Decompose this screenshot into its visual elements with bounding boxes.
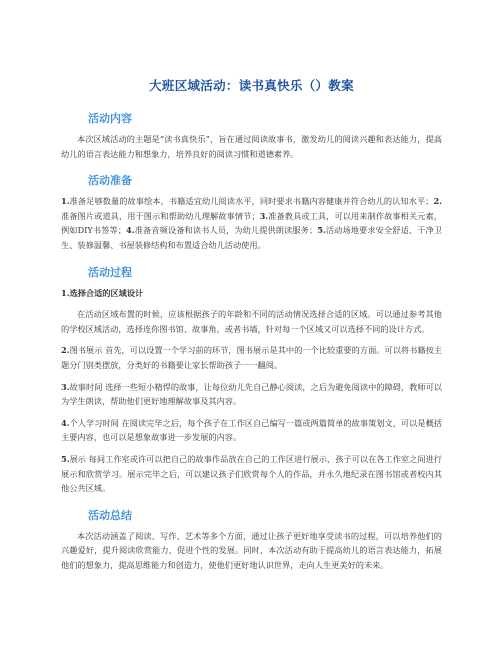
process-step-5-paragraph	[61, 452, 442, 496]
process-step-2-number: 2.	[61, 345, 70, 356]
process-step-4-paragraph	[61, 416, 442, 445]
process-step-1-title-text: 1.选择合适的区域设计	[61, 287, 144, 298]
process-step-2-paragraph	[61, 343, 442, 372]
process-step-5-number: 5.	[61, 453, 70, 464]
section-heading-content: 活动内容	[88, 112, 132, 125]
section-heading-prep: 活动准备	[88, 174, 132, 188]
prep-paragraph	[61, 194, 442, 252]
process-step-4-text: 个人学习时间 在阅读完毕之后，每个孩子在工作区自己编写一篇或两篇简单的故事策划文，可以是概括主要内容，也可以是想象故事进一步发展的内容。	[61, 417, 442, 443]
content-paragraph: 本次区域活动的主题是“读书真快乐”，旨在通过阅读故事书，激发幼儿的阅读兴趣和表达能力，提高幼儿的语言表达能力和想象力，培养良好的阅读习惯和道德素养。	[61, 134, 442, 159]
section-heading-process: 活动过程	[88, 265, 132, 279]
prep-item-4-text: 准备音频设备和读书人员，为幼儿提供朗读服务；	[134, 225, 318, 236]
page-title: 大班区域活动：读书真快乐（）教案	[149, 78, 354, 93]
process-step-3-paragraph	[61, 380, 442, 409]
process-step-1-title	[61, 286, 442, 301]
prep-item-2-text: 准备图片或道具，用于图示和帮助幼儿理解故事情节；	[61, 210, 260, 221]
prep-item-1-number: 1.	[61, 196, 70, 207]
prep-item-5-number: 5.	[317, 225, 326, 236]
process-step-1-paragraph: 在活动区域布置的时候，应该根据孩子的年龄和不同的活动情况选择合适的区域。可以通过参考其他的学校区域活动，选择连你图书馆、故事角，或者书墙，针对每一个区域又可以选择不同的设计方式。	[61, 309, 442, 334]
process-step-2-text: 图书展示 首先，可以设置一个学习前的环节，图书展示是其中的一个比较重要的方面。可以将书籍按主题分门别类摆放，分类好的书籍要让家长帮助孩子一一翻阅。	[61, 345, 442, 370]
prep-item-3-number: 3.	[259, 210, 269, 221]
process-step-3-text: 故事时间 选择一些短小精悍的故事，让每位幼儿先自己静心阅读，之后为避免阅读中的障碍，教师可以为学生朗读，帮助他们更好地理解故事及其内容。	[61, 381, 442, 407]
section-heading-summary: 活动总结	[88, 508, 132, 522]
process-step-4-number: 4.	[61, 417, 70, 428]
prep-item-4-number: 4.	[126, 225, 135, 236]
process-step-3-number: 3.	[61, 381, 70, 392]
prep-item-3-text: 准备教具或工具，可以用来制作故事相关元素，例如DIY书签等；	[61, 210, 442, 236]
prep-item-2-number: 2.	[433, 196, 442, 207]
prep-item-1-text: 准备足够数量的故事绘本，书籍适宜幼儿阅读水平，同时要求书籍内容健康并符合幼儿的认知水平；	[69, 196, 434, 207]
prep-item-5-text: 活动场地要求安全舒适、干净卫生、装修温馨、书屋装修结构和布置适合幼儿活动使用。	[61, 225, 442, 250]
summary-paragraph: 本次活动涵盖了阅读、写作、艺术等多个方面，通过让孩子更好地享受读书的过程，可以培养他们的兴趣爱好，提升阅读欣赏能力，促进个性的发展。同时，本次活动有助于提高幼儿的语言表达能力，拓展他们的想象力，提高思维能力和创造力，使他们更好地认识世界，走向人生更美好的未来。	[61, 530, 442, 570]
process-step-5-text: 展示 每间工作室或许可以把自己的故事作品放在自己的工作区进行展示，孩子可以在各工作室之间进行展示和欣赏学习。展示完毕之后，可以建议孩子们欣赏每个人的作品，并永久地纪录在图书馆或者校内其他公共区域。	[61, 453, 442, 494]
